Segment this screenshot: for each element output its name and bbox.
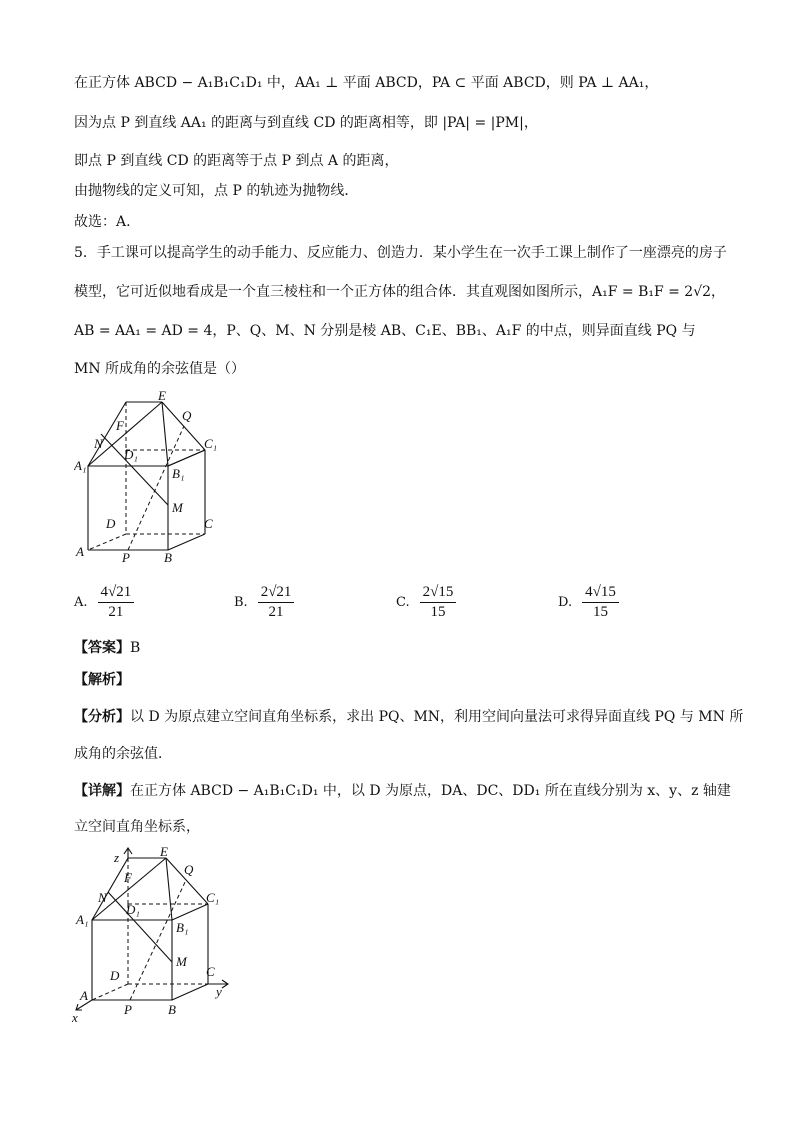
fig2-label-M: M [176, 954, 187, 969]
fenxi-line-2: 成角的余弦值． [74, 746, 172, 762]
house-model-figure [74, 388, 234, 568]
answer-line [74, 639, 140, 657]
fig2-label-N: N [98, 890, 107, 905]
fig2-label-C: C [206, 964, 215, 979]
option-b-label: B. [234, 595, 248, 610]
fenxi-tag: 【分析】 [74, 709, 130, 725]
analysis-tag: 【解析】 [74, 672, 130, 688]
option-c-label: C. [396, 595, 410, 610]
option-b-denominator: 21 [268, 604, 284, 620]
fig2-label-A1: A₁ [76, 912, 89, 927]
fig2-label-E: E [160, 844, 168, 859]
label-C1: C₁ [204, 436, 218, 451]
solution-line-4: 由抛物线的定义可知，点 P 的轨迹为抛物线． [74, 183, 359, 199]
question-5-line-1: 5．手工课可以提高学生的动手能力、反应能力、创造力．某小学生在一次手工课上制作了一座漂亮的房子 [74, 245, 727, 261]
solution-line-2: 因为点 P 到直线 AA₁ 的距离与到直线 CD 的距离相等，即 |PA| = |PM|， [74, 115, 538, 131]
question-5-line-4: MN 所成角的余弦值是（） [74, 361, 246, 377]
fig2-label-D: D [110, 968, 120, 983]
answer-value: B [130, 640, 141, 656]
answer-choice-line: 故选：A. [74, 214, 131, 230]
label-A1: A₁ [74, 458, 87, 473]
solution-line-1: 在正方体 ABCD − A₁B₁C₁D₁ 中，AA₁ ⊥ 平面 ABCD，PA ⊂ 平面 ABCD，则 PA ⊥ AA₁， [74, 75, 659, 91]
label-Q: Q [182, 408, 192, 423]
fenxi-line-1 [74, 708, 743, 726]
option-d-numerator: 4√15 [582, 584, 619, 603]
label-C: C [204, 516, 213, 531]
xiangjie-text-1: 在正方体 ABCD − A₁B₁C₁D₁ 中，以 D 为原点，DA、DC、DD₁ 所在直线分别为 x、y、z 轴建 [130, 783, 731, 799]
option-a-label: A. [74, 595, 88, 610]
axis-label-y: y [216, 984, 222, 999]
axis-label-z: z [114, 850, 120, 865]
fig2-label-Q: Q [184, 862, 194, 877]
fig2-label-F: F [124, 870, 132, 885]
option-c[interactable] [396, 584, 456, 621]
fig2-label-B: B [168, 1002, 176, 1017]
xiangjie-line-2: 立空间直角坐标系， [74, 819, 200, 835]
fig2-label-B1: B₁ [176, 920, 189, 935]
option-b[interactable] [234, 584, 294, 621]
option-d-label: D. [558, 595, 573, 610]
label-N: N [94, 436, 103, 451]
option-b-fraction [258, 584, 295, 621]
label-B1: B₁ [172, 466, 185, 481]
option-d-denominator: 15 [592, 604, 608, 620]
label-P: P [122, 550, 130, 565]
label-D1: D₁ [124, 447, 138, 462]
option-a-numerator: 4√21 [98, 584, 135, 603]
solution-line-3: 即点 P 到直线 CD 的距离等于点 P 到点 A 的距离， [74, 153, 399, 169]
question-5-line-3: AB = AA₁ = AD = 4，P、Q、M、N 分别是棱 AB、C₁E、BB₁、A₁F 的中点，则异面直线 PQ 与 [74, 323, 696, 339]
fig2-label-A: A [80, 988, 88, 1003]
option-a-denominator: 21 [108, 604, 124, 620]
fig2-label-D1: D₁ [126, 902, 140, 917]
option-c-denominator: 15 [430, 604, 446, 620]
label-A: A [76, 544, 84, 559]
label-E: E [158, 388, 166, 403]
fig2-label-C1: C₁ [206, 890, 220, 905]
question-5-line-2: 模型，它可近似地看成是一个直三棱柱和一个正方体的组合体．其直观图如图所示，A₁F = B₁F = 2√2， [74, 284, 726, 300]
label-F: F [116, 418, 124, 433]
option-b-numerator: 2√21 [258, 584, 295, 603]
label-B: B [164, 550, 172, 565]
option-d-fraction [582, 584, 619, 621]
option-a-fraction [98, 584, 135, 621]
label-D: D [106, 516, 116, 531]
option-d[interactable] [558, 584, 619, 621]
xiangjie-line-1 [74, 782, 731, 800]
label-M: M [172, 500, 183, 515]
fenxi-text-1: 以 D 为原点建立空间直角坐标系，求出 PQ、MN，利用空间向量法可求得异面直线 PQ 与 MN 所 [130, 709, 744, 725]
answer-tag: 【答案】 [74, 640, 130, 656]
coordinate-figure [66, 840, 246, 1030]
axis-label-x: x [72, 1010, 78, 1025]
xiangjie-tag: 【详解】 [74, 783, 130, 799]
option-c-numerator: 2√15 [420, 584, 457, 603]
fig2-label-P: P [124, 1002, 132, 1017]
option-a[interactable] [74, 584, 134, 621]
option-c-fraction [420, 584, 457, 621]
